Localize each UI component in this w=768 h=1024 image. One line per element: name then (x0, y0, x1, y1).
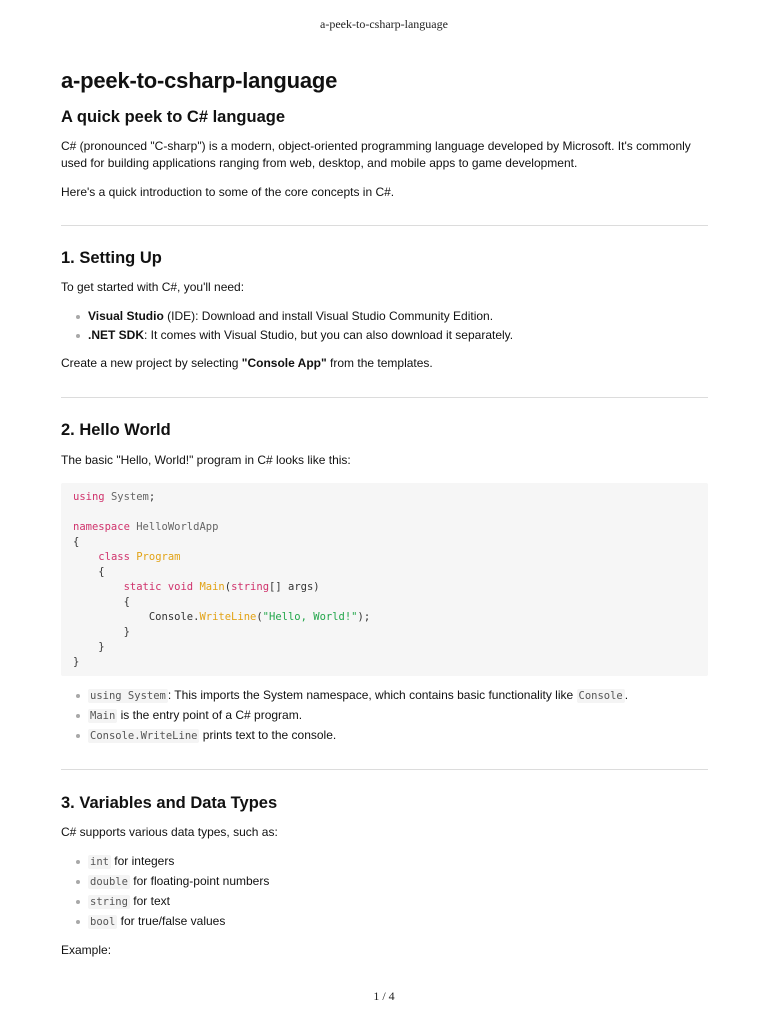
data-types-list (61, 852, 708, 932)
list-item: Main is the entry point of a C# program. (61, 706, 708, 726)
inline-code: string (90, 896, 128, 908)
list-item: using System : This imports the System namespace, which contains basic functionality like Console . (61, 686, 708, 706)
list-item (61, 307, 708, 326)
intro-paragraph-2: Here's a quick introduction to some of the core concepts in C#. (61, 185, 395, 199)
inline-code: Console.WriteLine (90, 730, 198, 742)
section-heading-variables: 3. Variables and Data Types (61, 794, 278, 812)
list-item: double for floating-point numbers (61, 872, 708, 892)
list-item: bool for true/false values (61, 912, 708, 932)
inline-code: bool (90, 916, 116, 928)
inline-code: double (90, 876, 128, 888)
requirement-name: Visual Studio (88, 309, 164, 323)
requirement-desc: (IDE): Download and install Visual Studio Community Edition. (163, 309, 494, 323)
variables-lead: C# supports various data types, such as: (61, 825, 278, 839)
document-title: a-peek-to-csharp-language (61, 68, 338, 93)
requirements-list (61, 307, 708, 345)
document-content (61, 64, 708, 959)
inline-code: using System (90, 690, 166, 702)
requirement-desc: : It comes with Visual Studio, but you can also download it separately. (144, 328, 514, 342)
setup-instructions: Create a new project by selecting "Console App" from the templates. (61, 356, 433, 370)
section-heading-setup: 1. Setting Up (61, 249, 162, 267)
section-divider (61, 225, 708, 226)
section-divider (61, 769, 708, 770)
setup-lead: To get started with C#, you'll need: (61, 280, 245, 294)
section-heading-hello-world: 2. Hello World (61, 421, 171, 439)
section-divider (61, 397, 708, 398)
hello-world-lead: The basic "Hello, World!" program in C# looks like this: (61, 453, 351, 467)
code-block: using System; namespace HelloWorldApp { class Program { static void Main(string[] args) { Console.WriteLine("Hello, World!"); } } } (61, 483, 708, 676)
requirement-name: .NET SDK (88, 328, 145, 342)
list-item: string for text (61, 892, 708, 912)
page-number: 1 / 4 (373, 989, 395, 1003)
list-item: int for integers (61, 852, 708, 872)
document-subtitle: A quick peek to C# language (61, 108, 286, 126)
running-header: a-peek-to-csharp-language (320, 17, 448, 31)
inline-code: Main (90, 710, 116, 722)
inline-code: Console (578, 690, 623, 702)
list-item: Console.WriteLine prints text to the console. (61, 726, 708, 746)
console-app-label: "Console App" (241, 356, 327, 370)
intro-paragraph: C# (pronounced "C-sharp") is a modern, object-oriented programming language developed by Microsoft. It's commonly used for building applications ranging from web, desktop, and mobile apps to game development. (61, 139, 691, 170)
code-explanation-list (61, 686, 708, 746)
inline-code: int (90, 856, 109, 868)
example-label: Example: (61, 943, 112, 957)
list-item (61, 326, 708, 345)
